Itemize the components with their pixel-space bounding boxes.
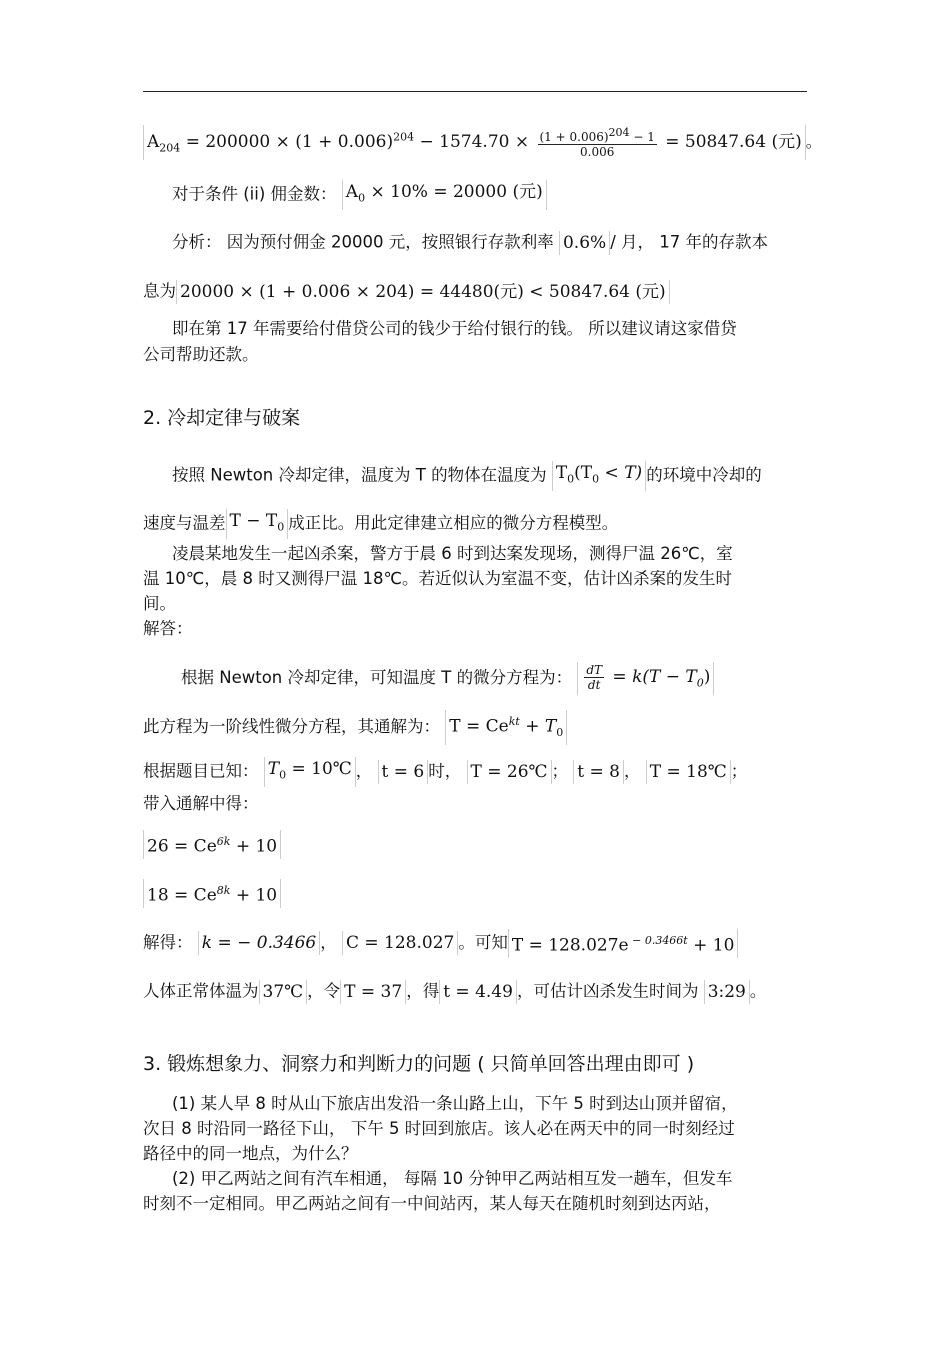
- math-general-solution: $T = Ce^{kt} + T_0$: [445, 710, 567, 745]
- math-T-solution: T = 128.027e $^{- 0.3466t}$ + 10: [508, 929, 739, 958]
- substitute-label: 带入通解中得：: [143, 794, 259, 813]
- q2-line-2: 时刻不一定相同。甲乙两站之间有一中间站丙，某人每天在随机时刻到达丙站，: [143, 1194, 721, 1213]
- equation-2: [143, 879, 281, 908]
- math-t0: $T_0$ = 10℃: [264, 757, 356, 787]
- section-2-p1: 按照 Newton 冷却定律，温度为 T 的物体在温度为 $T_0(T_0 < T)$ 的环境中冷却的: [172, 461, 762, 491]
- q1-line-2: 次日 8 时沿同一路径下山， 下午 5 时回到旅店。该人必在两天中的同一时刻经过: [143, 1119, 735, 1138]
- section-2-title: 2. 冷却定律与破案: [143, 407, 301, 429]
- conclusion-line-1: 即在第 17 年需要给付借贷公司的钱少于给付银行的钱。 所以建议请这家借贷: [172, 319, 737, 338]
- body-temp-line: 人体正常体温为 37℃ ，令 T = 37 ，得 t = 4.49 ，可估计凶杀发生时间为 3:29 。: [143, 981, 767, 1002]
- math-c: C = 128.027: [342, 931, 458, 955]
- math-k: k = − 0.3466: [198, 931, 320, 955]
- case-line-2: 温 10℃，晨 8 时又测得尸温 18℃。若近似认为室温不变，估计凶杀案的发生时: [143, 569, 733, 588]
- math-time: 3:29: [704, 980, 750, 1004]
- math-bank-interest: 20000 × (1 + 0.006 × 204) = 44480(元) < 50847.64 (元): [176, 280, 670, 304]
- math-t6: t = 6: [378, 760, 429, 784]
- conclusion-line-2: 公司帮助还款。: [143, 345, 259, 364]
- math-T18: T = 18℃: [646, 760, 731, 784]
- condition-ii-line: 对于条件 (ii) 佣金数： $A_0 \times 10\% = 20000$ (元): [172, 180, 547, 210]
- section-2-p2: 速度与温差 $T - T_0$ 成正比。用此定律建立相应的微分方程模型。: [143, 509, 618, 539]
- math-T37: T = 37: [340, 980, 406, 1004]
- math-eq2: $18 = Ce^{8k} + 10$: [143, 879, 281, 908]
- general-solution-line: 此方程为一阶线性微分方程，其通解为： $T = Ce^{kt} + T_0$: [143, 710, 567, 745]
- math-commission: $A_0 \times 10\% = 20000$ (元): [342, 180, 547, 210]
- math-37: 37℃: [259, 980, 308, 1004]
- known-conditions-line: 根据题目已知： $T_0$ = 10℃ ， t = 6 时， T = 26℃ ； t = 8 ， T = 18℃ ；: [143, 757, 747, 787]
- equation-1: [143, 830, 281, 859]
- case-line-1: 凌晨某地发生一起凶杀案，警方于晨 6 时到达案发现场，测得尸温 26℃，室: [172, 544, 733, 563]
- answer-label: 解答：: [143, 619, 193, 638]
- equation-a204: $A_{204} = 200000 \times (1 + 0.006)^{204} - 1574.70$ × $\frac{(1 + 0.006)^{204} - 1}{0.006}$ = 50847.64 (元) 。: [143, 125, 822, 160]
- math-t-result: t = 4.49: [439, 980, 517, 1004]
- q2-line-1: (2) 甲乙两站之间有汽车相通， 每隔 10 分钟甲乙两站相互发一趟车，但发车: [172, 1169, 733, 1188]
- q1-line-1: (1) 某人早 8 时从山下旅店出发沿一条山路上山，下午 5 时到达山顶并留宿，: [172, 1094, 738, 1113]
- math-ode: $\frac{dT}{dt}$ = $k(T - T_0)$: [577, 662, 714, 695]
- analysis-line-1: 分析： 因为预付佣金 20000 元，按照银行存款利率 0.6% / 月， 17 年的存款本: [172, 232, 768, 253]
- math-eq1: $26 = Ce^{6k} + 10$: [143, 830, 281, 859]
- math-temp-difference: $T - T_0$: [226, 509, 289, 539]
- q1-line-3: 路径中的同一地点，为什么？: [143, 1144, 358, 1163]
- math-a204: $A_{204} = 200000 \times (1 + 0.006)^{204} - 1574.70$ × $\frac{(1 + 0.006)^{204} - 1}{0.006}$ = 50847.64 (元): [143, 125, 806, 160]
- header-rule: [143, 91, 807, 92]
- analysis-line-2: 息为 20000 × (1 + 0.006 × 204) = 44480(元) < 50847.64 (元): [143, 280, 670, 304]
- fraction: $\frac{(1 + 0.006)^{204} - 1}{0.006}$: [539, 126, 655, 159]
- math-rate: 0.6%: [559, 231, 610, 255]
- case-line-3: 间。: [143, 594, 176, 613]
- math-t8: t = 8: [573, 760, 624, 784]
- math-ambient-temp: $T_0(T_0 < T)$: [552, 461, 646, 491]
- solution-line: 解得： k = − 0.3466 ， C = 128.027 。可知 T = 128.027e $^{- 0.3466t}$ + 10: [143, 929, 738, 958]
- ode-line: 根据 Newton 冷却定律，可知温度 T 的微分方程为： $\frac{dT}{dt}$ = $k(T - T_0)$: [181, 662, 714, 695]
- math-T26: T = 26℃: [467, 760, 552, 784]
- section-3-title: 3. 锻炼想象力、洞察力和判断力的问题 ( 只简单回答出理由即可 ): [143, 1053, 695, 1075]
